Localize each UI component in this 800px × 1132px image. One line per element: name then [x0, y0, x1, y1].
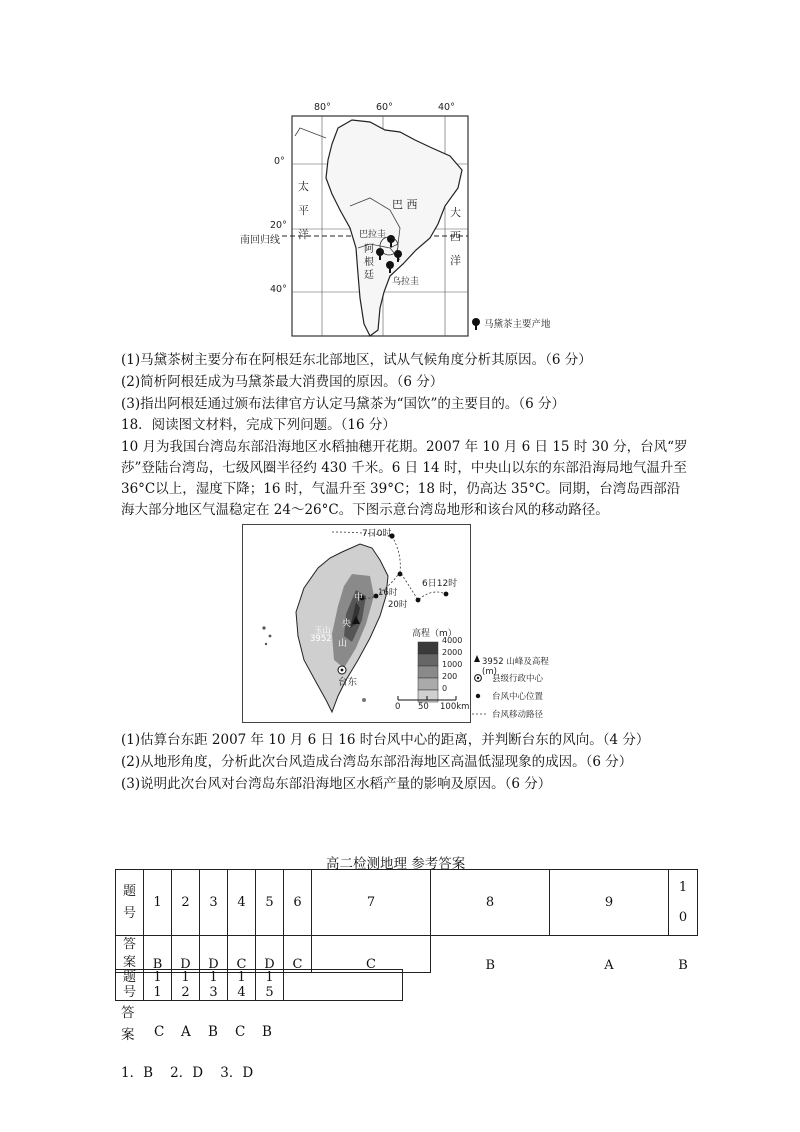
table-cell: C	[312, 936, 431, 973]
track-label: 7日0时	[362, 529, 392, 539]
legend-item: 台风中心位置	[492, 692, 544, 702]
scale-label: 0	[395, 702, 401, 712]
table-cell: 1 1	[144, 970, 172, 1001]
elevation-value: 0	[442, 684, 448, 693]
ocean-label: 大	[450, 206, 461, 219]
legend-item: 3952 山峰及高程(m)	[482, 657, 549, 677]
ocean-label: 洋	[450, 254, 461, 267]
table-cell: 4	[228, 870, 256, 936]
peak-name: 玉山	[314, 626, 332, 636]
table-cell: 5	[256, 870, 284, 936]
table-cell: 8	[431, 870, 550, 936]
country-label: 阿	[364, 244, 374, 255]
table-header-number: 题 号	[116, 870, 144, 936]
table-cell: D	[172, 936, 200, 973]
south-america-map	[240, 98, 580, 338]
country-label: 根	[364, 257, 374, 268]
ocean-label: 洋	[298, 228, 309, 241]
answers-2-row: C A B C B	[154, 1024, 272, 1040]
mountain-label: 中	[354, 593, 364, 603]
lat-label: 20°	[270, 220, 287, 231]
table-cell: C	[228, 936, 256, 973]
table-cell: B	[678, 957, 688, 973]
legend-item: 县级行政中心	[492, 674, 544, 684]
question-18-2: (2)从地形角度，分析此次台风造成台湾岛东部沿海地区高温低湿现象的成因。（6 分）	[121, 754, 633, 770]
table-cell: 9	[550, 870, 669, 936]
ocean-label: 平	[298, 204, 309, 217]
track-label: 16时	[378, 588, 398, 598]
elevation-value: 2000	[442, 648, 463, 657]
track-label: 6日12时	[422, 579, 458, 589]
question-17-1: (1)马黛茶树主要分布在阿根廷东北部地区，试从气候角度分析其原因。（6 分）	[121, 352, 592, 368]
city-label: 台东	[338, 677, 358, 688]
table-cell: 7	[312, 870, 431, 936]
answer-table-2	[115, 969, 403, 1001]
lat-label: 0°	[274, 156, 285, 167]
elevation-swatch	[418, 654, 438, 666]
country-label: 廷	[364, 270, 374, 281]
question-17-3: (3)指出阿根廷通过颁布法律官方认定马黛茶为“国饮”的主要目的。（6 分）	[121, 396, 566, 412]
elevation-value: 4000	[442, 636, 463, 645]
peak-height: 3952	[310, 634, 332, 644]
elevation-title: 高程（m）	[412, 629, 457, 639]
answers-2-head: 答 案	[121, 1005, 135, 1043]
table-cell: D	[200, 936, 228, 973]
final-answers: 1．B 2．D 3．D	[121, 1065, 254, 1081]
question-18-3: (3)说明此次台风对台湾岛东部沿海地区水稻产量的影响及原因。（6 分）	[121, 776, 552, 792]
elevation-swatch	[418, 666, 438, 678]
lat-label: 40°	[270, 284, 287, 295]
question-17-2: (2)简析阿根廷成为马黛茶最大消费国的原因。（6 分）	[121, 374, 444, 390]
table-header-number: 题 号	[116, 970, 144, 1001]
lon-label: 80°	[314, 102, 331, 113]
country-label: 巴 西	[392, 198, 418, 211]
table-cell: 3	[200, 870, 228, 936]
scale-label: 100km	[440, 702, 470, 712]
table-cell: 2	[172, 870, 200, 936]
answer-key-title: 高二检测地理 参考答案	[326, 856, 466, 872]
elevation-value: 200	[442, 672, 458, 681]
mountain-label: 山	[338, 639, 348, 649]
table-cell: 1 4	[228, 970, 256, 1001]
legend-item: 台风移动路径	[492, 710, 544, 720]
table-cell: B	[144, 936, 172, 973]
question-18-1: (1)估算台东距 2007 年 10 月 6 日 16 时台风中心的距离，并判断台东的风向。（4 分）	[121, 732, 650, 748]
table-cell: 1 2	[172, 970, 200, 1001]
ocean-label: 太	[298, 180, 309, 193]
tropic-label: 南回归线	[240, 235, 280, 246]
table-header-answer: 答 案	[116, 936, 144, 973]
elevation-swatch	[418, 678, 438, 690]
track-label: 20时	[388, 600, 408, 610]
taiwan-typhoon-map	[242, 524, 562, 724]
elevation-swatch	[418, 642, 438, 654]
table-cell: D	[256, 936, 284, 973]
table-cell: 1 3	[200, 970, 228, 1001]
ocean-label: 西	[450, 230, 461, 243]
country-label: 巴拉圭	[359, 230, 387, 240]
table-cell: 1 5	[256, 970, 284, 1001]
lon-label: 60°	[376, 102, 393, 113]
table-cell: A	[604, 957, 614, 973]
table-cell: B	[485, 957, 496, 973]
scale-label: 50	[418, 702, 429, 712]
question-18-material: 10 月为我国台湾岛东部沿海地区水稻抽穗开花期。2007 年 10 月 6 日 15 时 30 分，台风“罗莎”登陆台湾岛，七级风圈半径约 430 千米。6 日 14 时，中央山以东的东部沿海局地气温升至 36°C以上，湿度下降；16 时，气温升至 39°C；18 时，仍高达 35°C。同期，台湾岛西部沿海大部分地区气温稳定在 24～26°C。下图示意台湾岛地形和该台风的移动路径。	[121, 439, 688, 518]
table-cell	[284, 970, 403, 1001]
elevation-value: 1000	[442, 660, 463, 669]
table-cell: 1	[144, 870, 172, 936]
map-legend: 马黛茶主要产地	[484, 319, 551, 330]
elevation-legend	[418, 642, 438, 702]
question-18-heading: 18．阅读图文材料，完成下列问题。（16 分）	[121, 417, 396, 433]
table-cell: 1 0	[669, 870, 698, 936]
table-cell: C	[284, 936, 312, 973]
south-america-map-graphic	[240, 98, 580, 338]
country-label: 乌拉圭	[392, 277, 420, 287]
lon-label: 40°	[438, 102, 455, 113]
mountain-label: 央	[342, 619, 352, 629]
table-cell: 6	[284, 870, 312, 936]
answer-table-1	[115, 869, 698, 973]
